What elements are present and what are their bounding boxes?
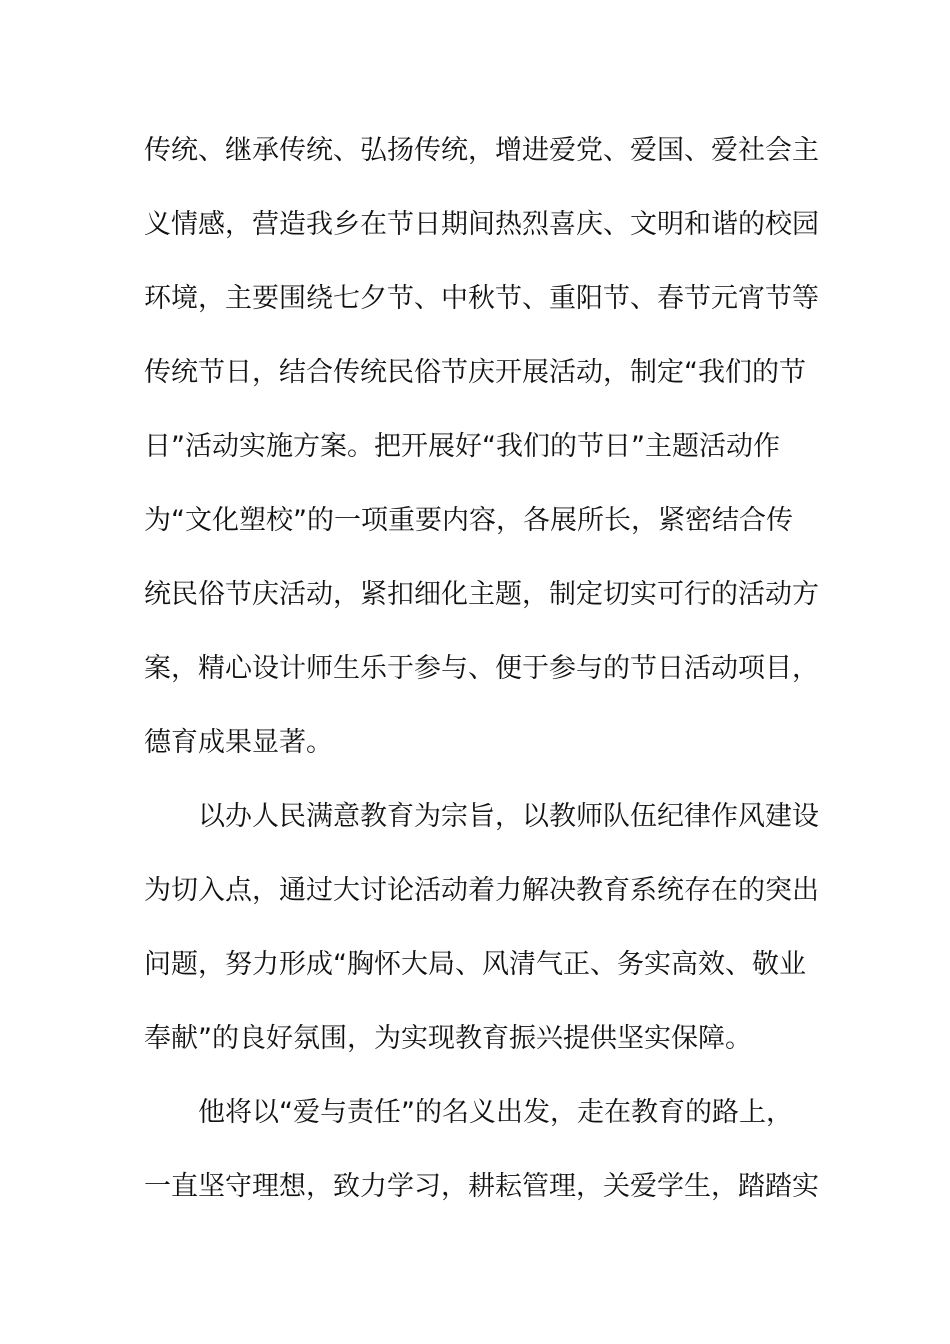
text-line: 传统、继承传统、弘扬传统，增进爱党、爱国、爱社会主 <box>144 135 819 166</box>
text-line: 日”活动实施方案。把开展好“我们的节日”主题活动作 <box>144 431 780 462</box>
text-line: 义情感，营造我乡在节日期间热烈喜庆、文明和谐的校园 <box>144 209 819 240</box>
text-line: 问题，努力形成“胸怀大局、风清气正、务实高效、敬业 <box>144 949 806 980</box>
text-line: 为切入点，通过大讨论活动着力解决教育系统存在的突出 <box>144 875 819 906</box>
body-text <box>144 126 824 1236</box>
text-line: 奉献”的良好氛围，为实现教育振兴提供坚实保障。 <box>144 1023 752 1054</box>
text-line: 传统节日，结合传统民俗节庆开展活动，制定“我们的节 <box>144 357 806 388</box>
text-line: 统民俗节庆活动，紧扣细化主题，制定切实可行的活动方 <box>144 579 819 610</box>
text-line: 环境，主要围绕七夕节、中秋节、重阳节、春节元宵节等 <box>144 283 819 314</box>
text-line: 德育成果显著。 <box>144 727 333 758</box>
text-line: 为“文化塑校”的一项重要内容，各展所长，紧密结合传 <box>144 505 793 536</box>
paragraph-start-line: 他将以“爱与责任”的名义出发，走在教育的路上， <box>198 1097 793 1128</box>
text-line: 一直坚守理想，致力学习，耕耘管理，关爱学生，踏踏实 <box>144 1171 819 1202</box>
paragraph-start-line: 以办人民满意教育为宗旨，以教师队伍纪律作风建设 <box>198 801 819 832</box>
text-line: 案，精心设计师生乐于参与、便于参与的节日活动项目， <box>144 653 819 684</box>
